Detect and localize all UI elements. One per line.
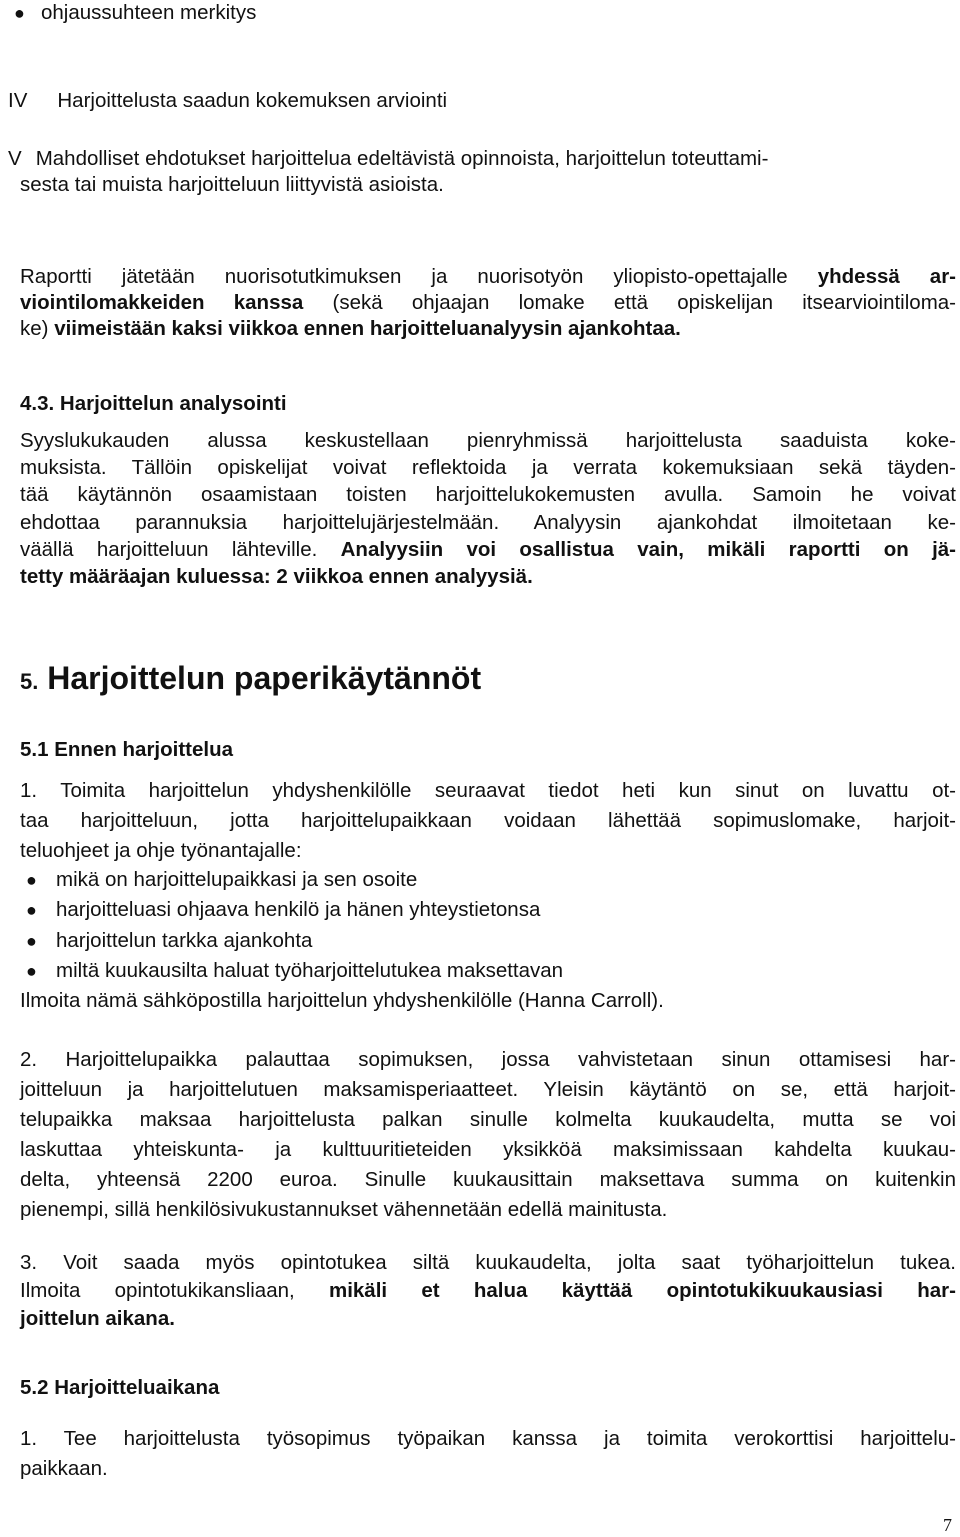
paragraph-line: taa harjoitteluun, jotta harjoittelupaikkaan voidaan lähettää sopimuslomake, harjoit-: [20, 809, 956, 832]
paragraph-line: 1. Toimita harjoittelun yhdyshenkilölle seuraavat tiedot heti kun sinut on luvattu ot-: [20, 779, 956, 802]
chapter-title: Harjoittelun paperikäytännöt: [47, 660, 482, 696]
paragraph-line: 3. Voit saada myös opintotukea siltä kuukaudelta, jolta saat työharjoittelun tukea.: [20, 1251, 956, 1274]
paragraph-line: [20, 564, 956, 590]
chapter-heading: [20, 658, 956, 702]
bold-text: mikäli et halua käyttää opintotukikuukausiasi har-: [328, 1279, 956, 1302]
report-line-3: [20, 316, 956, 342]
bold-text: Analyysiin voi osallistua vain, mikäli raportti on jä-: [340, 538, 956, 561]
section-iv: [8, 88, 944, 114]
paragraph-line: paikkaan.: [20, 1457, 108, 1480]
section-heading: 5.1 Ennen harjoittelua: [20, 738, 234, 761]
section-title: Harjoittelusta saadun kokemuksen arviointi: [57, 89, 448, 112]
bullet-dot: ●: [26, 931, 37, 951]
bold-text: viointilomakkeiden kanssa: [20, 291, 304, 314]
paragraph-line: telupaikka maksaa harjoittelusta palkan sinulle kolmelta kuukaudelta, mutta se voi: [20, 1108, 956, 1131]
paragraph-line: [20, 1278, 956, 1304]
paragraph-line: ehdottaa parannuksia harjoittelujärjestelmään. Analyysin ajankohdat ilmoitetaan ke-: [20, 511, 956, 534]
list-item: harjoitteluasi ohjaava henkilö ja hänen yhteystietonsa: [56, 898, 541, 921]
list-item: harjoittelun tarkka ajankohta: [56, 929, 313, 952]
paragraph-line: laskuttaa yhteiskunta- ja kulttuuritieteiden yksikköä maksimissaan kahdelta kuukau-: [20, 1138, 956, 1161]
paragraph-line: [20, 537, 956, 563]
paragraph-line: joitteluun ja harjoittelutuen maksamisperiaatteet. Yleisin käytäntö on se, että harjoit-: [20, 1078, 956, 1101]
bullet-dot: ●: [26, 870, 37, 890]
paragraph-line: 1. Tee harjoittelusta työsopimus työpaikan kanssa ja toimita verokorttisi harjoittelu-: [20, 1427, 956, 1450]
section-v-line2: sesta tai muista harjoitteluun liittyvistä asioista.: [20, 173, 444, 196]
bold-text: viimeistään kaksi viikkoa ennen harjoitteluanalyysin ajankohtaa.: [54, 317, 681, 340]
text: Raportti jätetään nuorisotutkimuksen ja nuorisotyön yliopisto-opettajalle: [20, 265, 818, 288]
section-heading: 4.3. Harjoittelun analysointi: [20, 392, 287, 415]
page-number: 7: [943, 1515, 952, 1535]
section-heading: 5.2 Harjoitteluaikana: [20, 1376, 220, 1399]
bold-text: yhdessä ar-: [817, 265, 957, 288]
paragraph-line: tää käytännön osaamistaan toisten harjoittelukokemusten avulla. Samoin he voivat: [20, 483, 956, 506]
chapter-number: 5.: [20, 669, 39, 694]
list-item: ohjaussuhteen merkitys: [41, 1, 257, 24]
report-line-1: [20, 264, 956, 290]
bullet-dot: ●: [26, 961, 37, 981]
section-number: V: [8, 147, 22, 170]
section-number: IV: [8, 89, 28, 112]
section-text: Mahdolliset ehdotukset harjoittelua edeltävistä opinnoista, harjoittelun toteuttami-: [35, 147, 769, 170]
text: Ilmoita opintotukikansliaan,: [20, 1279, 329, 1302]
text: ke): [20, 317, 55, 340]
paragraph-line: Ilmoita nämä sähköpostilla harjoittelun yhdyshenkilölle (Hanna Carroll).: [20, 989, 664, 1012]
paragraph-line: Syyslukukauden alussa keskustellaan pienryhmissä harjoittelusta saaduista koke-: [20, 429, 956, 452]
paragraph-line: teluohjeet ja ohje työnantajalle:: [20, 839, 302, 862]
report-line-2: [20, 290, 956, 316]
bold-text: tetty määräajan kuluessa: 2 viikkoa ennen analyysiä.: [20, 565, 533, 588]
paragraph-line: muksista. Tällöin opiskelijat voivat reflektoida ja verrata kokemuksiaan sekä täyden-: [20, 456, 956, 479]
paragraph-line: [20, 1306, 956, 1332]
list-item: miltä kuukausilta haluat työharjoittelutukea maksettavan: [56, 959, 564, 982]
text: (sekä ohjaajan lomake että opiskelijan itsearviointiloma-: [303, 291, 956, 314]
paragraph-line: 2. Harjoittelupaikka palauttaa sopimuksen, jossa vahvistetaan sinun ottamisesi har-: [20, 1048, 956, 1071]
text: väällä harjoitteluun lähteville.: [20, 538, 341, 561]
paragraph-line: pienempi, sillä henkilösivukustannukset vähennetään edellä mainitusta.: [20, 1198, 668, 1221]
bullet-dot: ●: [14, 3, 25, 23]
paragraph-line: delta, yhteensä 2200 euroa. Sinulle kuukausittain maksettava summa on kuitenkin: [20, 1168, 956, 1191]
bullet-dot: ●: [26, 900, 37, 920]
bold-text: joittelun aikana.: [20, 1307, 175, 1330]
section-v: [8, 146, 944, 172]
list-item: mikä on harjoittelupaikkasi ja sen osoite: [56, 868, 418, 891]
